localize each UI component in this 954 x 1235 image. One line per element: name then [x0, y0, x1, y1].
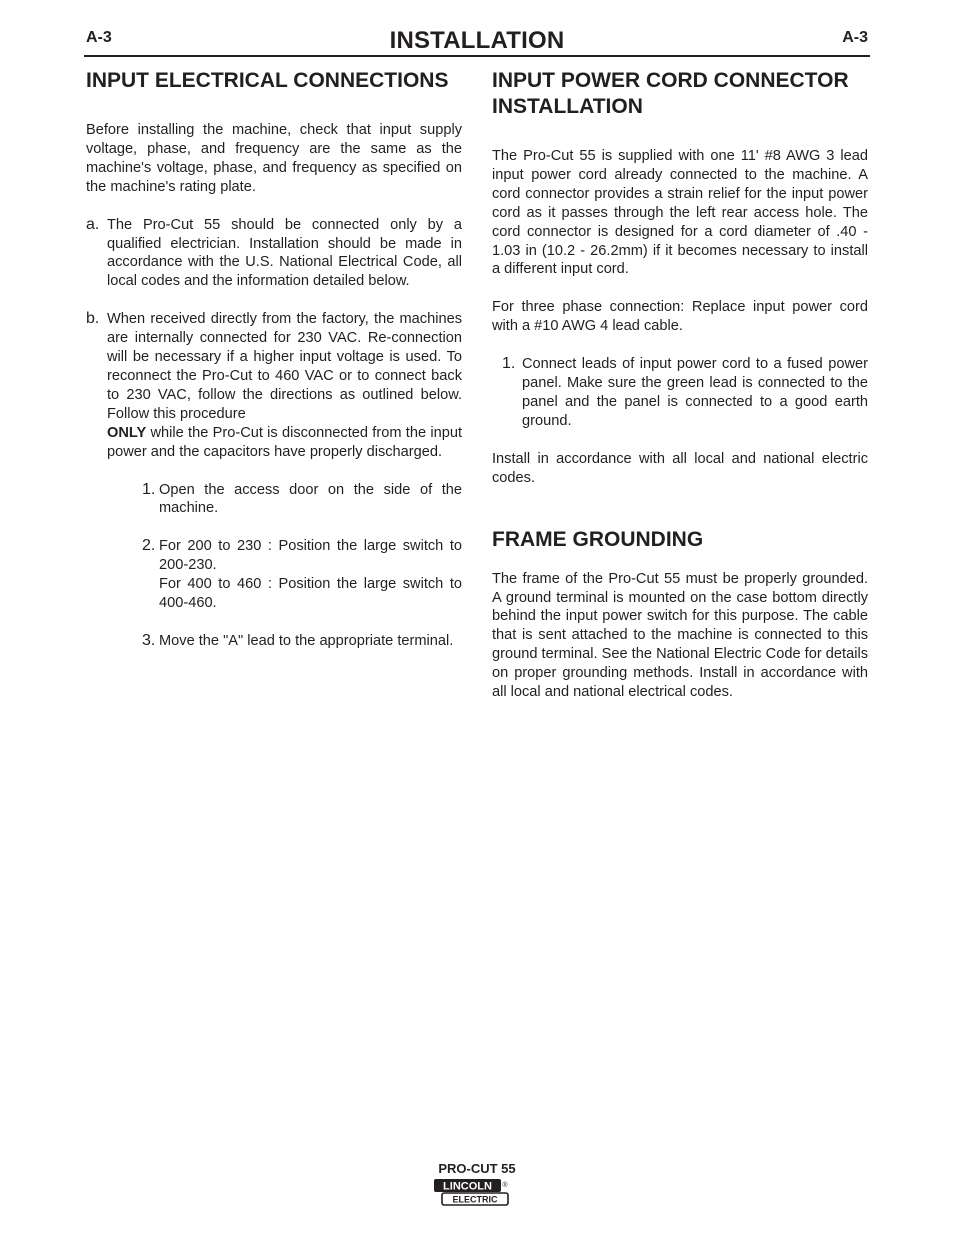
list-item-a — [86, 216, 462, 292]
lincoln-electric-logo — [433, 1178, 511, 1206]
step-3 — [142, 632, 462, 651]
list-text-after: while the Pro-Cut is disconnected from the input power and the capacitors have properly discharged. — [107, 424, 462, 460]
step-text-line1: For 200 to 230 : Position the large switch to 200-230. — [159, 538, 462, 574]
list-label: a. — [86, 215, 100, 233]
page-title: INSTALLATION — [389, 27, 565, 54]
install-paragraph: Install in accordance with all local and national electric codes. — [492, 450, 868, 486]
step-1 — [142, 481, 462, 519]
section-heading-input-electrical: INPUT ELECTRICAL CONNECTIONS — [86, 69, 449, 92]
step-text: Connect leads of input power cord to a fused power panel. Make sure the green lead is connected to the panel and the panel is connected to a good earth ground. — [522, 356, 868, 429]
three-phase-paragraph: For three phase connection: Replace input power cord with a #10 AWG 4 lead cable. — [492, 299, 868, 335]
header-rule — [84, 55, 870, 57]
step-label: 1. — [502, 355, 516, 373]
right-column — [492, 68, 868, 702]
logo-bottom-text: ELECTRIC — [452, 1194, 498, 1205]
intro-paragraph: Before installing the machine, check that input supply voltage, phase, and frequency are the same as the machine's voltage, phase, and frequency as specified on the machine's rating plate. — [86, 122, 462, 195]
page-code-left: A-3 — [86, 29, 112, 46]
section-heading-frame-grounding: FRAME GROUNDING — [492, 527, 704, 551]
step-label: 2. — [142, 537, 156, 555]
section-heading-cord-connector: INPUT POWER CORD CONNECTOR INSTALLATION — [492, 69, 849, 118]
grounding-paragraph: The frame of the Pro-Cut 55 must be properly grounded. A ground terminal is mounted on the case bottom directly behind the input power switch for this purpose. The cable that is sent attached to the machine is connected to this ground terminal. See the National Electric Code for details on proper grounding methods. Install in accordance with all local and national electrical codes. — [492, 570, 868, 701]
step-text: Open the access door on the side of the machine. — [159, 481, 462, 517]
logo-registered-mark: ® — [502, 1182, 508, 1189]
list-text — [107, 310, 462, 461]
footer-model-name: PRO-CUT 55 — [438, 1161, 516, 1176]
logo-top-text: LINCOLN — [443, 1180, 492, 1193]
page-code-right: A-3 — [842, 29, 868, 46]
left-column — [86, 68, 462, 651]
list-label: b. — [86, 310, 100, 328]
connect-step-1 — [502, 355, 868, 431]
list-text: The Pro-Cut 55 should be connected only by a qualified electrician. Installation should be made in accordance with the U.S. National Electrical Code, all local codes and the information detailed below. — [107, 216, 462, 290]
emphasis-only: ONLY — [107, 424, 147, 441]
cord-paragraph: The Pro-Cut 55 is supplied with one 11' #8 AWG 3 lead input power cord already connected to the machine. A cord connector provides a strain relief for the input power cord as it passes through the left rear access hole. The cord connector is designed for a cord diameter of .40 - 1.03 in (10.2 - 26.2mm) if it becomes necessary to install a different input cord. — [492, 148, 868, 278]
step-text: Move the "A" lead to the appropriate terminal. — [159, 632, 454, 649]
step-label: 3. — [142, 631, 156, 649]
list-text-before: When received directly from the factory, the machines are internally connected for 230 VAC. Re-connection will be necessary if a higher input voltage is used. To reconnect the Pro-Cut to 460 VAC or to connect back to 230 VAC, follow the directions as outlined below. Follow this procedure — [107, 311, 462, 422]
step-text-line2: For 400 to 460 : Position the large switch to 400-460. — [159, 576, 462, 612]
step-label: 1. — [142, 480, 156, 498]
step-2 — [142, 537, 462, 613]
list-item-b — [86, 310, 462, 461]
